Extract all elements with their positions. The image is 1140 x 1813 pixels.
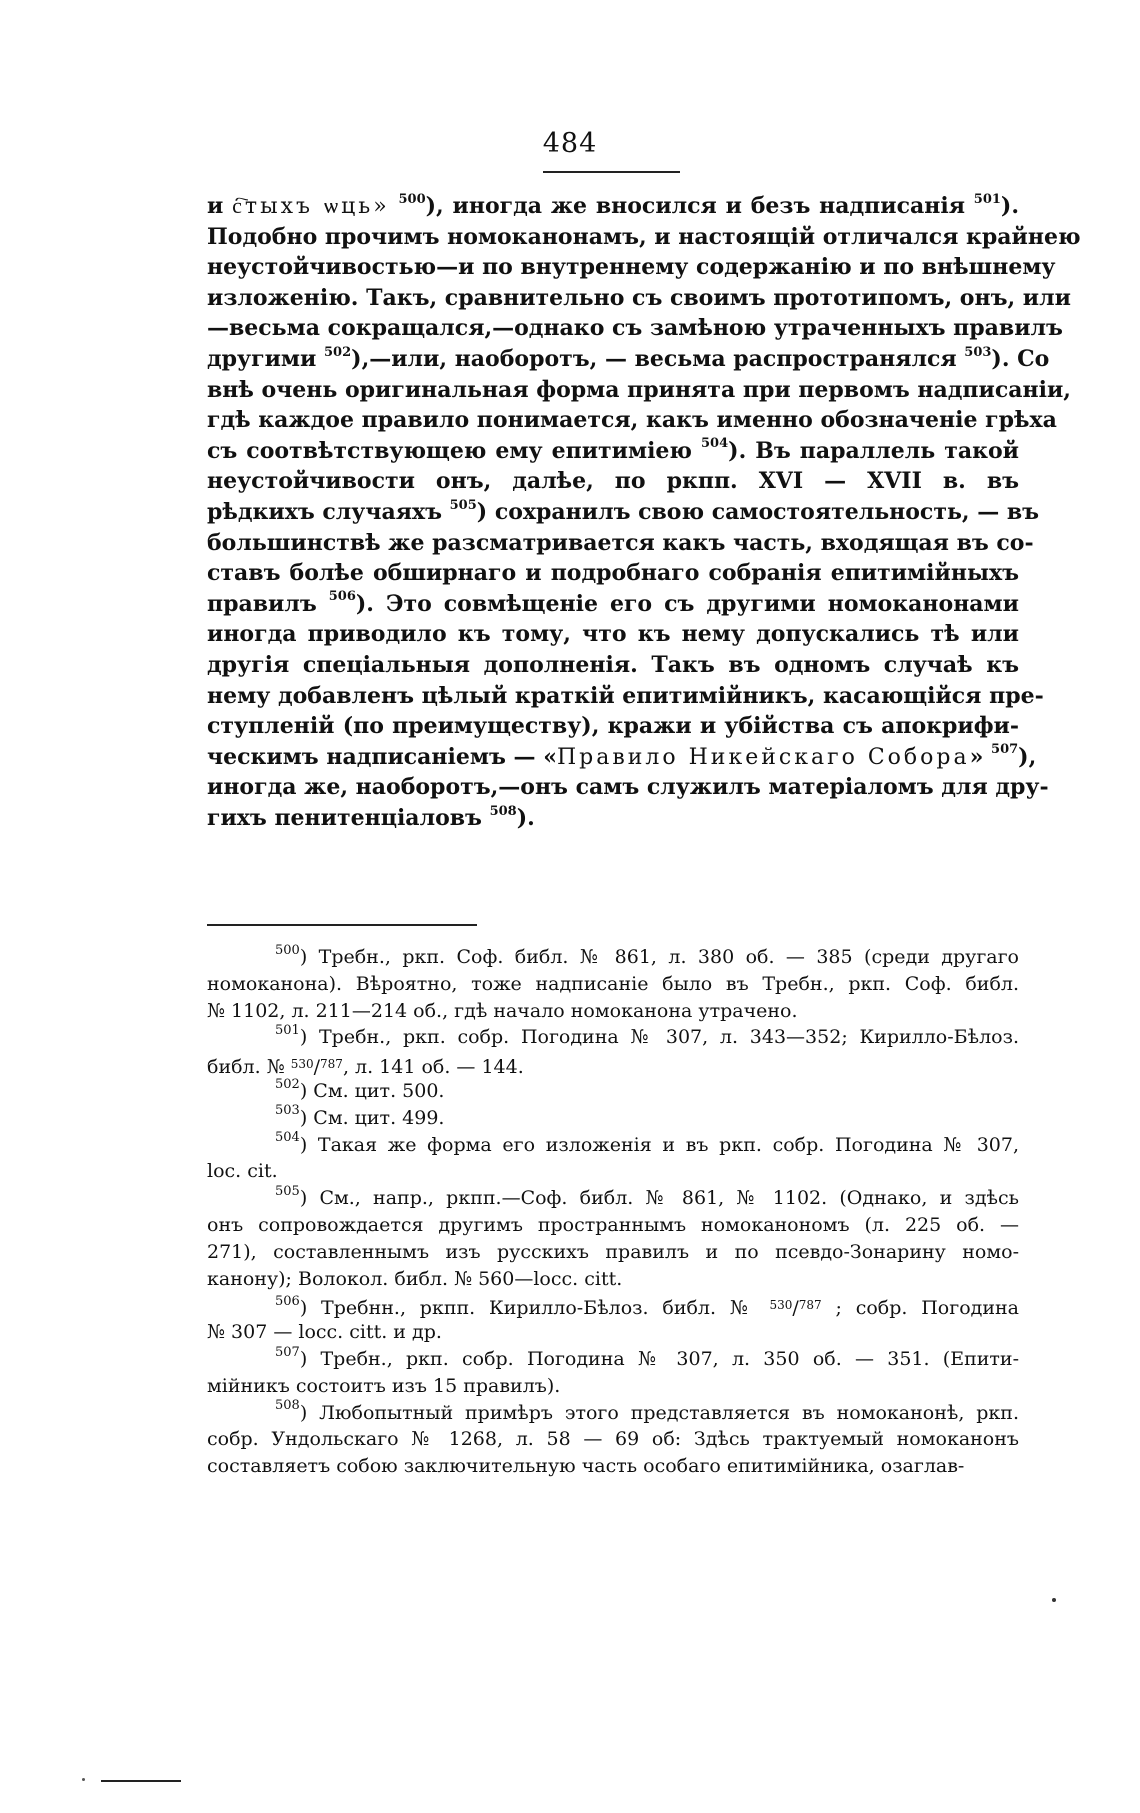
text-line: иногда же, наоборотъ,—онъ самъ служилъ матеріаломъ для дру- (207, 774, 1049, 801)
text-line: рѣдкихъ случаяхъ $^{505}$) сохранилъ свою самостоятельность, — въ (207, 497, 1040, 525)
text-line: гихъ пенитенціаловъ $^{508}$). (207, 803, 535, 831)
text-line: ступленій (по преимуществу), кражи и убійства съ апокрифи- (207, 713, 1019, 740)
main-text (207, 191, 1081, 833)
footnote-line: собр. Ундольскаго № 1268, л. 58 — 69 об: Здѣсь трактуемый номоканонъ (207, 1428, 1019, 1451)
footnote-line: $^{503}$) См. цит. 499. (275, 1103, 445, 1129)
footnote-line: мійникъ состоитъ изъ 15 правилъ). (207, 1374, 561, 1397)
footnote-line: $^{508}$) Любопытный примѣръ этого представляется въ номоканонѣ, ркп. (275, 1398, 1019, 1424)
footnote-line: № 307 — locc. citt. и др. (207, 1321, 442, 1344)
footnote-line: онъ сопровождается другимъ пространнымъ номоканономъ (л. 225 об. — (207, 1213, 1019, 1236)
footnote-line: $^{506}$) Требнн., ркпп. Кирилло-Бѣлоз. библ. № $^{530}$/$^{787}$ ; собр. Погодина (275, 1294, 1019, 1320)
text-line: и с҇тыхъ ѡць» $^{500}$), иногда же вносился и безъ надписанія $^{501}$). (207, 191, 1019, 219)
text-line: ческимъ надписаніемъ — «Правило Никейскаго Собора» $^{507}$), (207, 742, 1037, 770)
scan-speck (82, 1778, 85, 1781)
footnote-line: $^{500}$) Требн., ркп. Соф. библ. № 861, л. 380 об. — 385 (среди другаго (275, 942, 1019, 968)
footnote-line: $^{505}$) См., напр., ркпп.—Соф. библ. № 861, № 1102. (Однако, и здѣсь (275, 1183, 1019, 1210)
text-line: другими $^{502}$),—или, наоборотъ, — весьма распространялся $^{503}$). Со (207, 344, 1050, 372)
text-line: съ соотвѣтствующею ему епитиміею $^{504}$). Въ параллель такой (207, 436, 1019, 464)
scan-speck (1052, 1598, 1056, 1602)
page-number: 484 (542, 128, 598, 159)
text-line: правилъ $^{506}$). Это совмѣщеніе его съ другими номоканонами (207, 589, 1019, 617)
footnote-line: $^{507}$) Требн., ркп. собр. Погодина № 307, л. 350 об. — 351. (Епити- (275, 1344, 1019, 1370)
text-line: неустойчивостью—и по внутреннему содержанію и по внѣшнему (207, 254, 1056, 281)
text-line: ставъ болѣе обширнаго и подробнаго собранія епитимійныхъ (207, 560, 1019, 587)
text-line: Подобно прочимъ номоканонамъ, и настоящій отличался крайнею (207, 223, 1081, 250)
text-line: внѣ очень оригинальная форма принята при первомъ надписаніи, (207, 376, 1071, 403)
footnote-line: 271), составленнымъ изъ русскихъ правилъ и по псевдо-Зонарину номо- (207, 1240, 1019, 1263)
text-line: большинствѣ же разсматривается какъ часть, входящая въ со- (207, 529, 1034, 556)
footnote-line: $^{502}$) См. цит. 500. (275, 1076, 445, 1102)
footnote-line: канону); Волокол. библ. № 560—locc. citt. (207, 1267, 623, 1290)
text-line: иногда приводило къ тому, что къ нему допускались тѣ или (207, 621, 1019, 648)
text-line: другія спеціальныя дополненія. Такъ въ одномъ случаѣ къ (207, 651, 1019, 678)
footnotes (207, 944, 1019, 1480)
footnote-separator (207, 924, 477, 926)
text-line: изложенію. Такъ, сравнительно съ своимъ прототипомъ, онъ, или (207, 284, 1071, 311)
text-line: нему добавленъ цѣлый краткій епитимійникъ, касающійся пре- (207, 682, 1044, 709)
footnote-line: номоканона). Вѣроятно, тоже надписаніе было въ Требн., ркп. Соф. библ. (207, 972, 1019, 995)
footnote-line: библ. № $^{530}$/$^{787}$, л. 141 об. — 144. (207, 1056, 524, 1079)
footnote-line: loc. cit. (207, 1160, 278, 1183)
footnote-line: $^{501}$) Требн., ркп. собр. Погодина № 307, л. 343—352; Кирилло-Бѣлоз. (275, 1023, 1019, 1049)
footnote-line: составляетъ собою заключительную часть особаго епитимійника, озаглав- (207, 1455, 965, 1478)
bottom-rule (101, 1780, 181, 1782)
text-line: —весьма сокращался,—однако съ замѣною утраченныхъ правилъ (207, 315, 1063, 342)
text-line: неустойчивости онъ, далѣе, по ркпп. XVI — XVII в. въ (207, 468, 1019, 495)
footnote-line: $^{504}$) Такая же форма его изложенія и въ ркп. собр. Погодина № 307, (275, 1130, 1019, 1156)
footnote-line: № 1102, л. 211—214 об., гдѣ начало номоканона утрачено. (207, 999, 798, 1022)
header-rule (543, 171, 680, 173)
text-line: гдѣ каждое правило понимается, какъ именно обозначеніе грѣха (207, 407, 1057, 434)
